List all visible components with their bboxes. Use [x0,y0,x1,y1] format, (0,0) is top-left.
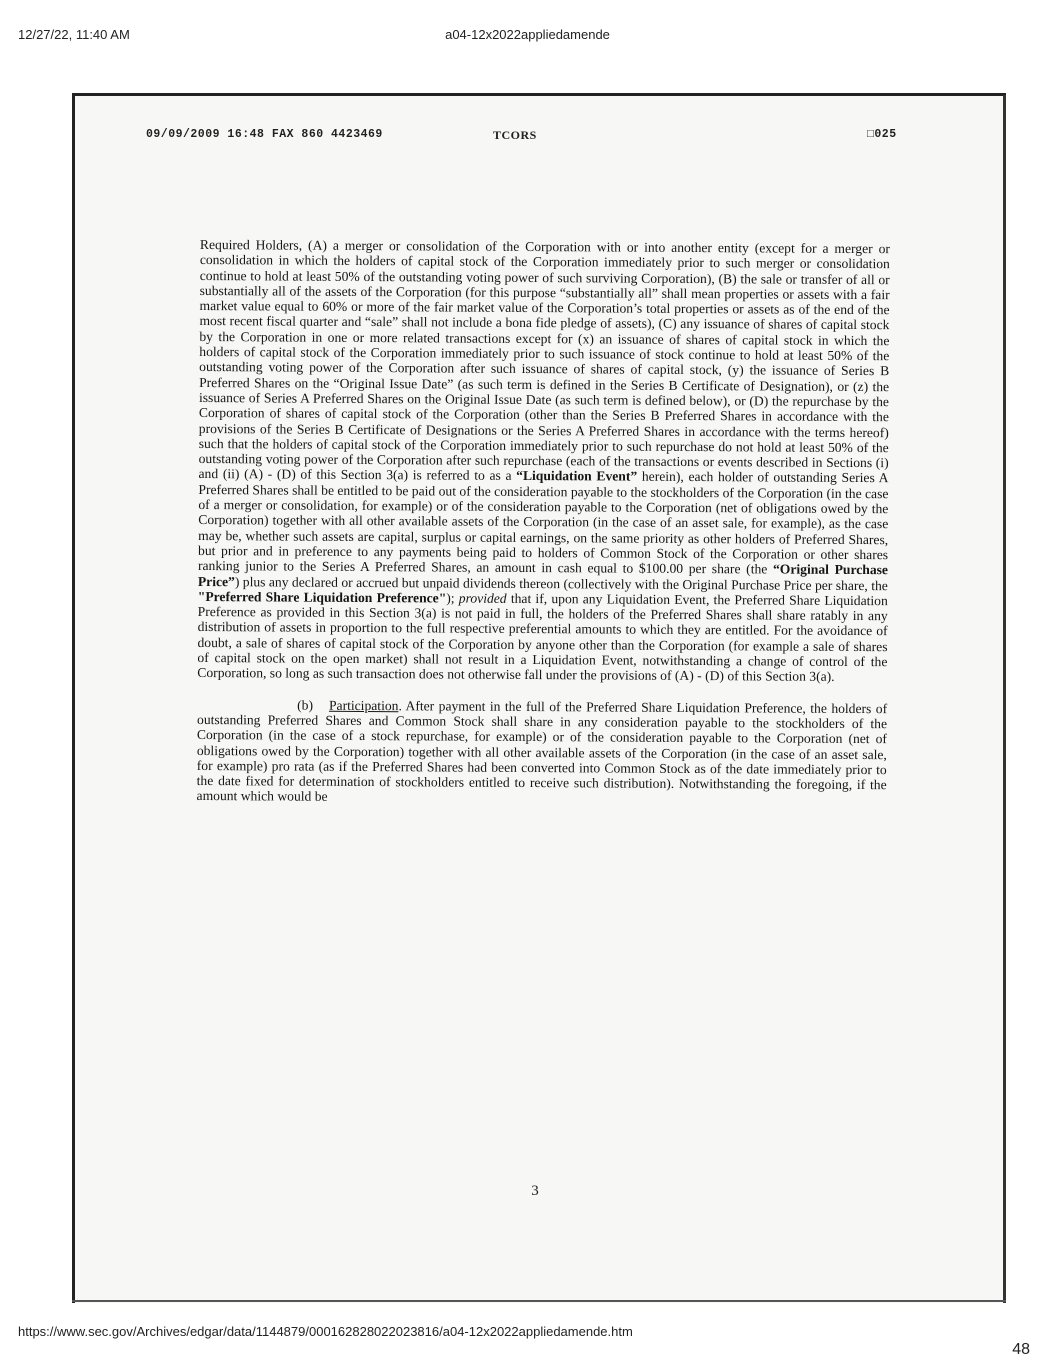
scan-border-bottom [72,1300,1006,1302]
text-run: that if, upon any Liquidation Event, the Preferred Share Liquidation Preference as provided in this Section 3(a) is not paid in full, the holders of the Preferred Shares shall share ratably in any distribution of assets in proportion to the full respective preferential amounts to which they are entitled. For the avoidance of doubt, a sale of shares of capital stock of the Corporation by anyone other than the Corporation (for example a sale of shares of capital stock on the open market) shall not result in a Liquidation Event, notwithstanding a change of control of the Corporation, so long as such transaction does not otherwise fall under the provisions of (A) - (D) of this Section 3(a). [197,590,888,685]
text-run: . After payment in the full of the Preferred Share Liquidation Preference, the holders of outstanding Preferred Shares and Common Stock shall share in any consideration payable to the stockholders of the Corporation (in the case of a stock repurchase, for example) or of the consideration payable to the Corporation (net of obligations owed by the Corporation) together with all other available assets of the Corporation (in the case of an asset sale, for example) pro rata (as if the Preferred Shares had been converted into Common Stock as of the date immediately prior to the date fixed for determination of stockholders entitled to receive such distribution). Notwithstanding the foregoing, if the amount which would be [196,697,888,805]
print-url: https://www.sec.gov/Archives/edgar/data/1144879/000162828022023816/a04-12x2022appliedamende.htm [18,1324,633,1339]
print-page-number: 48 [1012,1341,1030,1358]
defined-term-liquidation-event: “Liquidation Event” [516,468,638,485]
document-page-number: 3 [531,1183,539,1199]
browser-print-header [0,0,1055,40]
scan-border-left [72,93,75,1303]
text-run: ) plus any declared or accrued but unpaid dividends thereon (collectively with the Original Purchase Price per share, the [234,573,888,593]
paragraph-indent [197,709,297,710]
paragraph-liquidation-event [197,237,890,685]
browser-print-footer [0,1316,1055,1356]
text-run: ); [446,590,459,606]
scan-border-right [1003,95,1006,1303]
text-run: Required Holders, (A) a merger or consolidation of the Corporation with or into another entity (except for a merger or consolidation in which the holders of capital stock of the Corporation immediately prior to such merger or consolidation continue to hold at least 50% of the outstanding voting power of such surviving Corporation), (B) the sale or transfer of all or substantially all of the assets of the Corporation (for this purpose “substantially all” shall mean properties or assets with a fair market value equal to 60% or more of the fair market value of the Corporation’s total properties or assets as of the end of the most recent fiscal quarter and “sale” shall not include a bona fide pledge of assets), (C) any issuance of shares of capital stock by the Corporation in one or more related transactions except for (x) an issuance of shares of capital stock in which the holders of capital stock of the Corporation immediately prior to such issuance of stock continue to hold at least 50% of the outstanding voting power of the Corporation after such issuance of shares of capital stock, (y) the issuance of Series B Preferred Shares on the “Original Issue Date” (as such term is defined in the Series B Certificate of Designation), or (z) the issuance of Series A Preferred Shares on the Original Issue Date (as such term is defined below), or (D) the repurchase by the Corporation of shares of capital stock of the Corporation (other than the Series B Preferred Shares in accordance with the provisions of the Series B Certificate of Designations or the Series A Preferred Shares in accordance with the terms hereof) such that the holders of capital stock of the Corporation immediately prior to such repurchase do not hold at least 50% of the outstanding voting power of the Corporation after such repurchase (each of the transactions or events described in Sections (i) and (ii) (A) - (D) of this Section 3(a) is referred to as a [198,237,890,484]
subsection-heading: Participation [328,697,399,713]
defined-term-original-purchase-price: “Original Purchase Price” [197,561,889,589]
print-datetime: 12/27/22, 11:40 AM [18,27,130,42]
print-doc-title: a04-12x2022appliedamende [445,27,610,42]
document-body [197,237,890,808]
defined-term-liquidation-preference: "Preferred Share Liquidation Preference" [197,588,447,606]
paragraph-participation [197,697,888,808]
subsection-label: (b) [297,697,314,713]
fax-page-code: □025 [867,128,897,141]
fax-datetime-number: 09/09/2009 16:48 FAX 860 4423469 [146,128,383,141]
text-run: herein), each holder of outstanding Series A Preferred Shares shall be entitled to be paid out of the consideration payable to the stockholders of the Corporation (in the case of a merger or consolidation, for example) or of the consideration payable to the Corporation (net of obligations owed by the Corporation) together with all other available assets of the Corporation (in the case of an asset sale, for example), as the case may be, whether such assets are capital, surplus or capital earnings, on the same priority as other holders of Preferred Shares, but prior and in preference to any payments being paid to holders of Common Stock of the Corporation or other shares ranking junior to the Series A Preferred Shares, an amount in cash equal to $100.00 per share (the [197,469,889,577]
fax-company: TCORS [493,128,537,142]
term-provided: provided [458,590,507,606]
scan-border-top [72,93,1006,96]
